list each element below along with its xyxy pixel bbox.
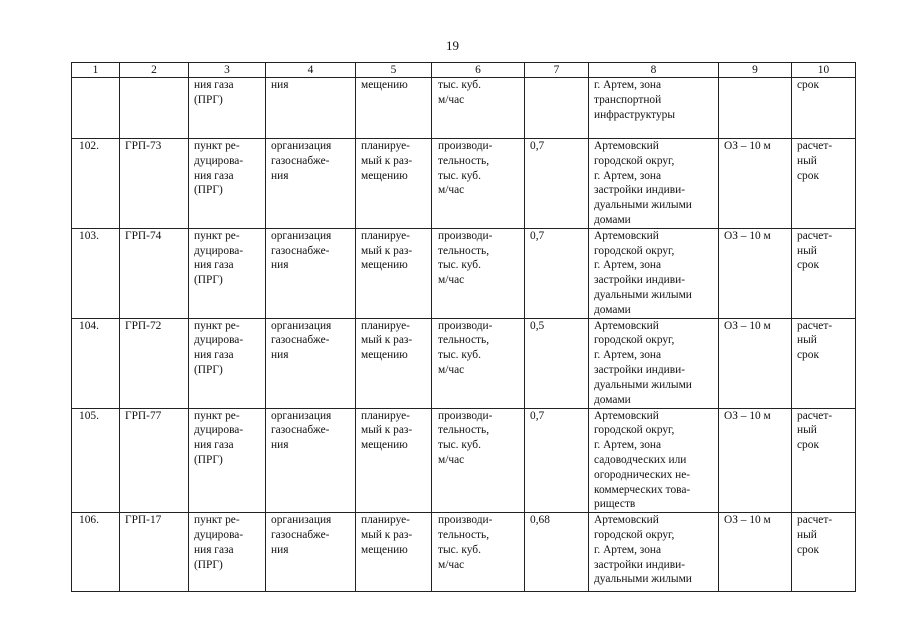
cell-number: 104.: [72, 318, 120, 408]
cell-object-type: пункт ре- дуцирова- ния газа (ПРГ): [189, 408, 266, 513]
cell-status: планируе- мый к раз- мещению: [356, 408, 432, 513]
column-number-4: 4: [266, 63, 356, 78]
cell-purpose: организация газоснабже- ния: [266, 139, 356, 229]
cell-purpose: организация газоснабже- ния: [266, 318, 356, 408]
cell-location: Артемовский городской округ, г. Артем, зона застройки индиви- дуальными жилыми домами: [589, 228, 719, 318]
cell-term: расчет- ный срок: [792, 408, 856, 513]
table-row: [72, 408, 856, 513]
cell-value: 0,7: [525, 408, 589, 513]
cell-zone: ОЗ – 10 м: [719, 318, 792, 408]
cell-number: 102.: [72, 139, 120, 229]
cell-number: 103.: [72, 228, 120, 318]
cell-object-type: ния газа (ПРГ): [189, 78, 266, 139]
column-number-9: 9: [719, 63, 792, 78]
cell-purpose: ния: [266, 78, 356, 139]
cell-zone: ОЗ – 10 м: [719, 408, 792, 513]
column-number-3: 3: [189, 63, 266, 78]
cell-code: ГРП-17: [120, 513, 189, 592]
cell-characteristic: производи- тельность, тыс. куб. м/час: [432, 318, 525, 408]
cell-purpose: организация газоснабже- ния: [266, 408, 356, 513]
cell-status: мещению: [356, 78, 432, 139]
table-row: [72, 139, 856, 229]
cell-location: Артемовский городской округ, г. Артем, зона застройки индиви- дуальными жилыми домами: [589, 139, 719, 229]
cell-value: 0,5: [525, 318, 589, 408]
column-number-5: 5: [356, 63, 432, 78]
cell-code: [120, 78, 189, 139]
column-number-7: 7: [525, 63, 589, 78]
cell-characteristic: производи- тельность, тыс. куб. м/час: [432, 408, 525, 513]
cell-term: расчет- ный срок: [792, 139, 856, 229]
cell-zone: ОЗ – 10 м: [719, 139, 792, 229]
cell-purpose: организация газоснабже- ния: [266, 513, 356, 592]
cell-characteristic: производи- тельность, тыс. куб. м/час: [432, 513, 525, 592]
cell-location: Артемовский городской округ, г. Артем, зона застройки индиви- дуальными жилыми: [589, 513, 719, 592]
column-number-6: 6: [432, 63, 525, 78]
cell-object-type: пункт ре- дуцирова- ния газа (ПРГ): [189, 139, 266, 229]
cell-characteristic: производи- тельность, тыс. куб. м/час: [432, 228, 525, 318]
cell-term: расчет- ный срок: [792, 318, 856, 408]
cell-term: расчет- ный срок: [792, 513, 856, 592]
cell-value: 0,7: [525, 139, 589, 229]
cell-value: [525, 78, 589, 139]
cell-number: [72, 78, 120, 139]
document-table: [71, 62, 856, 592]
cell-purpose: организация газоснабже- ния: [266, 228, 356, 318]
cell-status: планируе- мый к раз- мещению: [356, 228, 432, 318]
cell-object-type: пункт ре- дуцирова- ния газа (ПРГ): [189, 228, 266, 318]
cell-location: г. Артем, зона транспортной инфраструктуры: [589, 78, 719, 139]
cell-object-type: пункт ре- дуцирова- ния газа (ПРГ): [189, 513, 266, 592]
cell-zone: ОЗ – 10 м: [719, 228, 792, 318]
table-row: [72, 228, 856, 318]
cell-value: 0,68: [525, 513, 589, 592]
cell-characteristic: производи- тельность, тыс. куб. м/час: [432, 139, 525, 229]
cell-number: 106.: [72, 513, 120, 592]
page-number: 19: [446, 38, 459, 53]
cell-object-type: пункт ре- дуцирова- ния газа (ПРГ): [189, 318, 266, 408]
cell-status: планируе- мый к раз- мещению: [356, 139, 432, 229]
column-number-2: 2: [120, 63, 189, 78]
cell-code: ГРП-73: [120, 139, 189, 229]
cell-value: 0,7: [525, 228, 589, 318]
table-row: [72, 318, 856, 408]
cell-status: планируе- мый к раз- мещению: [356, 513, 432, 592]
cell-location: Артемовский городской округ, г. Артем, зона садоводческих или огороднических не- коммерческих това- риществ: [589, 408, 719, 513]
cell-zone: ОЗ – 10 м: [719, 513, 792, 592]
column-number-8: 8: [589, 63, 719, 78]
column-number-1: 1: [72, 63, 120, 78]
cell-code: ГРП-77: [120, 408, 189, 513]
cell-code: ГРП-74: [120, 228, 189, 318]
cell-characteristic: тыс. куб. м/час: [432, 78, 525, 139]
column-number-10: 10: [792, 63, 856, 78]
table-row-continuation: [72, 78, 856, 139]
cell-status: планируе- мый к раз- мещению: [356, 318, 432, 408]
cell-zone: [719, 78, 792, 139]
table-header-row: [72, 63, 856, 78]
cell-term: расчет- ный срок: [792, 228, 856, 318]
cell-number: 105.: [72, 408, 120, 513]
cell-location: Артемовский городской округ, г. Артем, зона застройки индиви- дуальными жилыми домами: [589, 318, 719, 408]
cell-code: ГРП-72: [120, 318, 189, 408]
cell-term: срок: [792, 78, 856, 139]
table-row: [72, 513, 856, 592]
